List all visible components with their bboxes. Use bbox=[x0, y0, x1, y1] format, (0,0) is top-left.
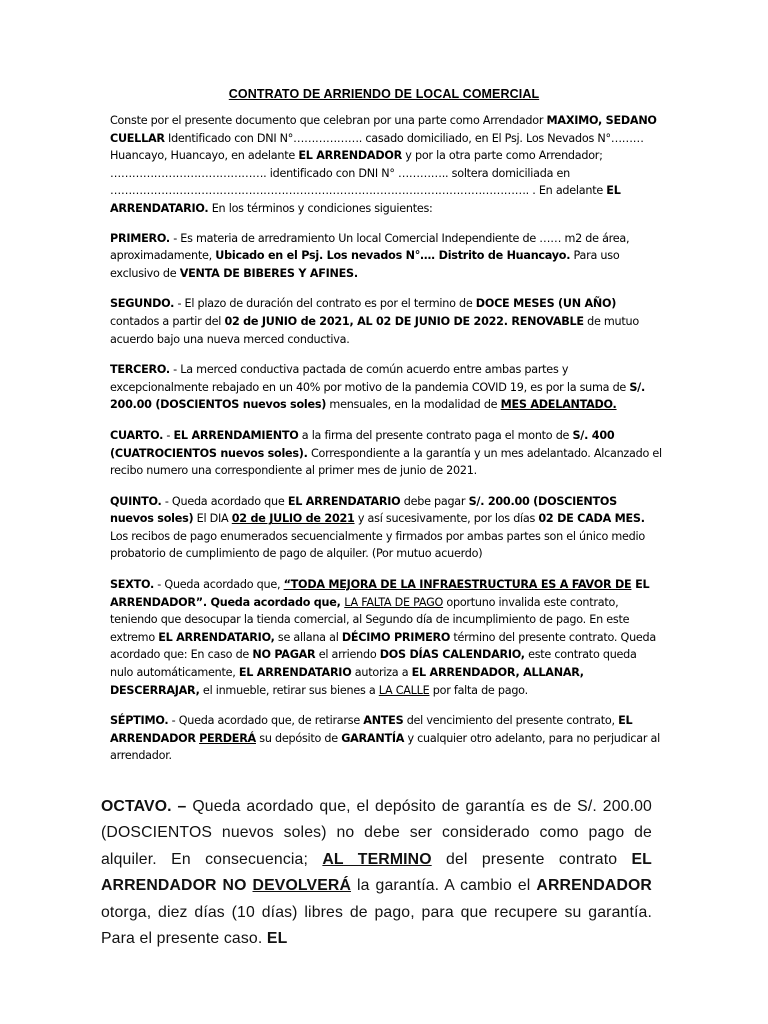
contract-clauses bbox=[110, 112, 662, 778]
clause-text: del vencimiento del presente contrato, bbox=[403, 714, 619, 728]
clause-text: su depósito de bbox=[255, 731, 342, 745]
clause-bold: VENTA DE BIBERES Y AFINES. bbox=[179, 266, 358, 280]
preamble-text: En los términos y condiciones siguientes: bbox=[208, 201, 433, 215]
clause-text: de mutuo acuerdo bajo una nueva merced conductiva. bbox=[110, 314, 639, 346]
clause-text: y así sucesivamente, por los días bbox=[354, 512, 539, 526]
preamble-text: y por la otra parte como Arrendador; ……………………………………. identificado con DNI N° ………….. soltera domiciliada en ……………………………………………………………………………………………………. . En adelante bbox=[110, 149, 607, 198]
clause-bold: 02 de JUNIO de 2021, AL 02 DE JUNIO DE 2022. RENOVABLE bbox=[224, 314, 584, 328]
clause-text: y cualquier otro adelanto, para no perjudicar al arrendador. bbox=[110, 731, 660, 763]
clause-bold: EL bbox=[266, 930, 288, 948]
preamble-bold: EL ARRENDADOR bbox=[298, 149, 402, 163]
preamble-bold: MAXIMO, SEDANO CUELLAR bbox=[110, 114, 657, 145]
clause-text: mensuales, en la modalidad de bbox=[326, 398, 501, 412]
clause-text: contados a partir del bbox=[110, 314, 225, 328]
clause-heading: SEXTO. bbox=[110, 578, 154, 592]
clause-bold: DÉCIMO PRIMERO bbox=[341, 630, 451, 644]
clause-bold: EL ARRENDADOR NO bbox=[101, 850, 652, 895]
clause-bold: DOCE MESES (UN AÑO) bbox=[475, 297, 617, 311]
clause-heading: SEGUNDO. bbox=[110, 297, 175, 311]
clause-text: - El plazo de duración del contrato es por el termino de bbox=[174, 297, 476, 311]
clause-text: la garantía. A cambio el bbox=[351, 877, 537, 895]
clause-heading: QUINTO. bbox=[110, 494, 162, 508]
clause-bold: EL ARRENDADOR, ALLANAR, DESCERRAJAR, bbox=[110, 666, 584, 697]
clause-text: otorga, diez días (10 días) libres de pago, para que recupere su garantía. Para el presente caso. bbox=[101, 903, 652, 948]
clause-bold: DOS DÍAS CALENDARIO, bbox=[379, 648, 525, 662]
clause-bold-underlined: PERDERÁ bbox=[199, 731, 256, 745]
clause-bold-underlined: AL TERMINO bbox=[322, 850, 432, 868]
preamble-text: Conste por el presente documento que celebran por una parte como Arrendador bbox=[110, 114, 547, 127]
clause-bold-underlined: “TODA MEJORA DE LA INFRAESTRUCTURA ES A FAVOR DE bbox=[283, 578, 632, 592]
clause-heading: CUARTO. bbox=[110, 428, 164, 442]
clause-text: a la firma del presente contrato paga el monto de bbox=[298, 428, 573, 442]
preamble-paragraph bbox=[110, 112, 662, 218]
clause-bold: EL ARRENDADOR bbox=[110, 714, 633, 745]
clause-bold-underlined: MES ADELANTADO. bbox=[500, 398, 617, 412]
clause-tercero bbox=[110, 361, 662, 414]
clause-quinto bbox=[110, 493, 662, 563]
clause-underlined: LA FALTA DE PAGO bbox=[344, 595, 444, 609]
clause-bold: NO PAGAR bbox=[252, 648, 316, 662]
clause-bold: S/. 200.00 (DOSCIENTOS nuevos soles) bbox=[110, 494, 617, 526]
clause-bold: EL ARRENDATARIO bbox=[238, 666, 352, 680]
clause-text: El DIA bbox=[193, 512, 232, 526]
clause-cuarto bbox=[110, 427, 662, 480]
preamble-bold: EL ARRENDATARIO. bbox=[110, 184, 621, 215]
clause-sexto bbox=[110, 576, 662, 699]
clause-text: autoriza a bbox=[351, 666, 412, 680]
clause-text: del presente contrato bbox=[431, 850, 632, 868]
clause-text: el arriendo bbox=[315, 648, 380, 662]
clause-underlined: LA CALLE bbox=[378, 683, 430, 697]
clause-octavo bbox=[101, 794, 652, 953]
clause-segundo bbox=[110, 295, 662, 348]
clause-bold: EL ARRENDATARIO, bbox=[158, 630, 275, 644]
clause-primero bbox=[110, 230, 662, 283]
clause-bold: S/. 200.00 (DOSCIENTOS nuevos soles) bbox=[110, 380, 646, 412]
clause-bold-underlined: DEVOLVERÁ bbox=[252, 877, 351, 895]
clause-bold: ARRENDADOR bbox=[536, 877, 652, 895]
clause-bold: ANTES bbox=[363, 714, 404, 728]
clause-text: Para uso exclusivo de bbox=[110, 249, 620, 280]
clause-text: este contrato queda nulo automáticamente, bbox=[110, 648, 637, 680]
clause-text: - La merced conductiva pactada de común acuerdo entre ambas partes y excepcionalmente rebajado en un 40% por motivo de la pandemia COVID 19, es por la suma de bbox=[110, 363, 630, 394]
clause-text: término del presente contrato. Queda acordado que: En caso de bbox=[110, 630, 656, 662]
document-title: CONTRATO DE ARRIENDO DE LOCAL COMERCIAL bbox=[228, 87, 540, 101]
clause-text: debe pagar bbox=[400, 494, 469, 508]
clause-bold: Ubicado en el Psj. Los nevados N°…. Distrito de Huancayo. bbox=[215, 249, 571, 263]
clause-text: por falta de pago. bbox=[429, 683, 528, 697]
clause-text: oportuno invalida este contrato, teniendo que desocupar la tienda comercial, al Segundo día de incumplimiento de pago. En este extremo bbox=[110, 595, 630, 644]
clause-septimo bbox=[110, 712, 662, 765]
clause-text: - Es materia de arredramiento Un local Comercial Independiente de …… m2 de área, aproximadamente, bbox=[110, 231, 630, 263]
clause-heading: SÉPTIMO. bbox=[110, 714, 169, 728]
clause-bold: EL ARRENDATARIO bbox=[287, 494, 401, 508]
clause-text: se allana al bbox=[274, 630, 342, 644]
clause-bold: GARANTÍA bbox=[341, 731, 405, 745]
clause-bold-underlined: 02 de JULIO de 2021 bbox=[231, 512, 355, 526]
clause-heading: TERCERO. bbox=[110, 363, 170, 377]
clause-text: - Queda acordado que, bbox=[153, 578, 284, 592]
clause-bold: 02 DE CADA MES. bbox=[538, 512, 645, 526]
clause-text: - bbox=[163, 428, 174, 442]
clause-text: el inmueble, retirar sus bienes a bbox=[199, 683, 379, 697]
clause-bold: S/. 400 (CUATROCIENTOS nuevos soles). bbox=[110, 428, 615, 460]
clause-bold: EL ARRENDAMIENTO bbox=[173, 428, 299, 442]
clause-heading: PRIMERO. bbox=[110, 231, 170, 245]
clause-text: Los recibos de pago enumerados secuencialmente y firmados por ambas partes son el único medio probatorio de cumplimiento de pago de alquiler. (Por mutuo acuerdo) bbox=[110, 529, 645, 561]
clause-heading: OCTAVO. – bbox=[101, 797, 187, 815]
clause-text: - Queda acordado que bbox=[161, 494, 288, 508]
clause-text: Queda acordado que, el depósito de garantía es de S/. 200.00 (DOSCIENTOS nuevos soles) no debe ser considerado como pago de alquiler. En consecuencia; bbox=[101, 797, 652, 868]
preamble-text: Identificado con DNI N°………………. casado domiciliado, en El Psj. Los Nevados N°……… Huancayo, Huancayo, en adelante bbox=[110, 131, 644, 163]
clause-bold: EL ARRENDADOR”. Queda acordado que, bbox=[110, 578, 650, 609]
clause-text: Correspondiente a la garantía y un mes adelantado. Alcanzado el recibo numero una correspondiente al primer mes de junio de 2021. bbox=[110, 446, 662, 478]
clause-text: - Queda acordado que, de retirarse bbox=[168, 714, 364, 728]
